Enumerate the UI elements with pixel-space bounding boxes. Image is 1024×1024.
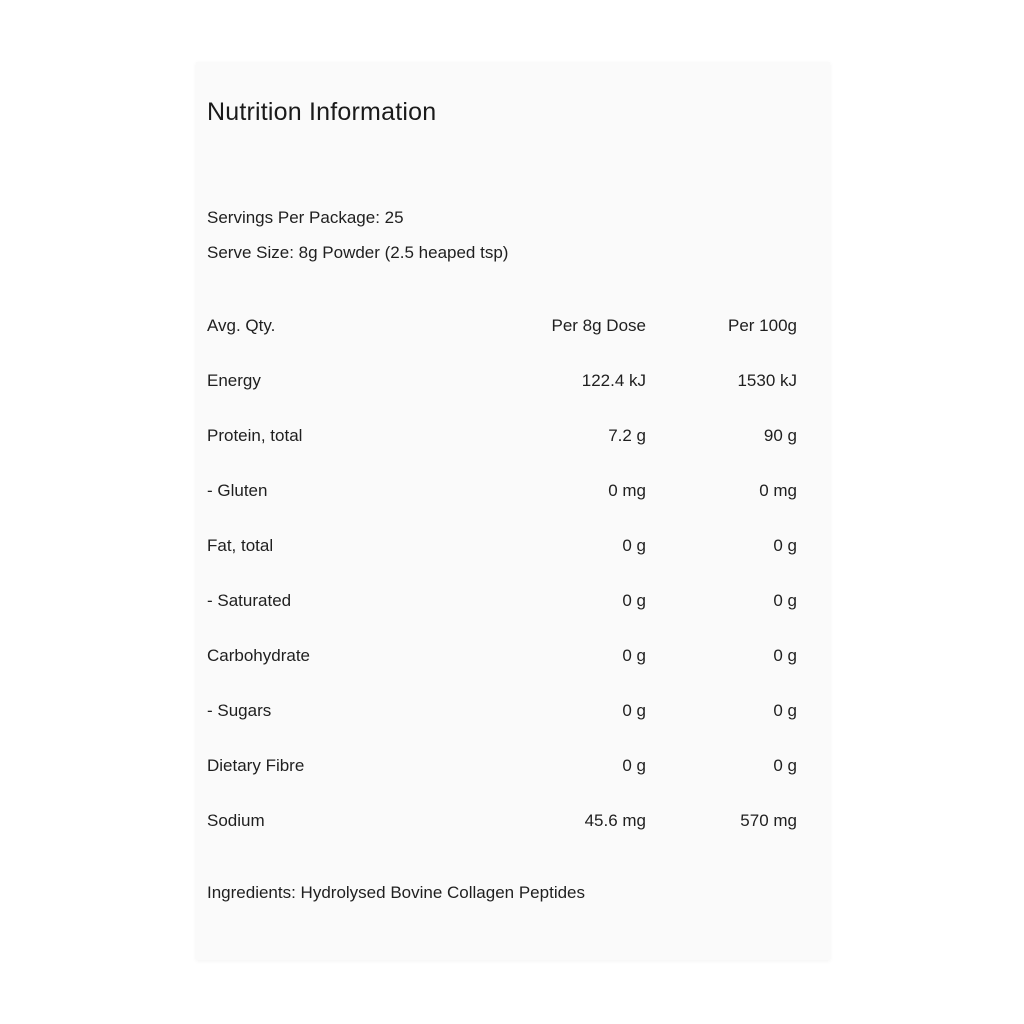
row-label: Energy	[207, 371, 261, 390]
row-value-per-100g: 0 g	[773, 646, 797, 665]
header-per-dose: Per 8g Dose	[551, 316, 646, 335]
row-value-per-dose: 0 g	[622, 591, 646, 610]
row-value-per-dose: 45.6 mg	[584, 811, 646, 830]
row-value-per-dose: 0 g	[622, 756, 646, 775]
table-row-carbohydrate	[207, 646, 797, 666]
table-row-dietary-fibre	[207, 756, 797, 776]
row-label: Sodium	[207, 811, 265, 830]
row-value-per-dose: 0 mg	[608, 481, 646, 500]
table-row-gluten	[207, 481, 797, 501]
table-row-protein	[207, 426, 797, 446]
servings-per-package: Servings Per Package: 25	[207, 208, 404, 227]
row-label: - Sugars	[207, 701, 272, 720]
table-row-sodium	[207, 811, 797, 831]
header-avg-qty: Avg. Qty.	[207, 316, 276, 335]
table-row-sugars	[207, 701, 797, 721]
row-label: - Gluten	[207, 481, 268, 500]
row-value-per-100g: 90 g	[763, 426, 797, 445]
row-value-per-dose: 0 g	[622, 536, 646, 555]
table-row-energy	[207, 371, 797, 391]
row-value-per-100g: 0 g	[773, 701, 797, 720]
panel-title: Nutrition Information	[207, 98, 437, 126]
row-value-per-100g: 0 g	[773, 536, 797, 555]
ingredients-line: Ingredients: Hydrolysed Bovine Collagen Peptides	[207, 883, 586, 902]
header-per-100g: Per 100g	[728, 316, 797, 335]
row-label: - Saturated	[207, 591, 292, 610]
serve-size: Serve Size: 8g Powder (2.5 heaped tsp)	[207, 243, 509, 262]
row-value-per-dose: 0 g	[622, 646, 646, 665]
row-value-per-100g: 0 mg	[759, 481, 797, 500]
row-value-per-dose: 122.4 kJ	[581, 371, 646, 390]
row-value-per-100g: 1530 kJ	[737, 371, 797, 390]
row-label: Carbohydrate	[207, 646, 311, 665]
table-row-fat	[207, 536, 797, 556]
row-value-per-100g: 0 g	[773, 591, 797, 610]
row-value-per-dose: 7.2 g	[608, 426, 646, 445]
row-value-per-dose: 0 g	[622, 701, 646, 720]
table-header-row	[207, 316, 797, 336]
table-row-saturated	[207, 591, 797, 611]
row-label: Protein, total	[207, 426, 303, 445]
row-value-per-100g: 0 g	[773, 756, 797, 775]
nutrition-panel	[196, 62, 830, 960]
row-label: Dietary Fibre	[207, 756, 305, 775]
row-value-per-100g: 570 mg	[740, 811, 797, 830]
row-label: Fat, total	[207, 536, 274, 555]
